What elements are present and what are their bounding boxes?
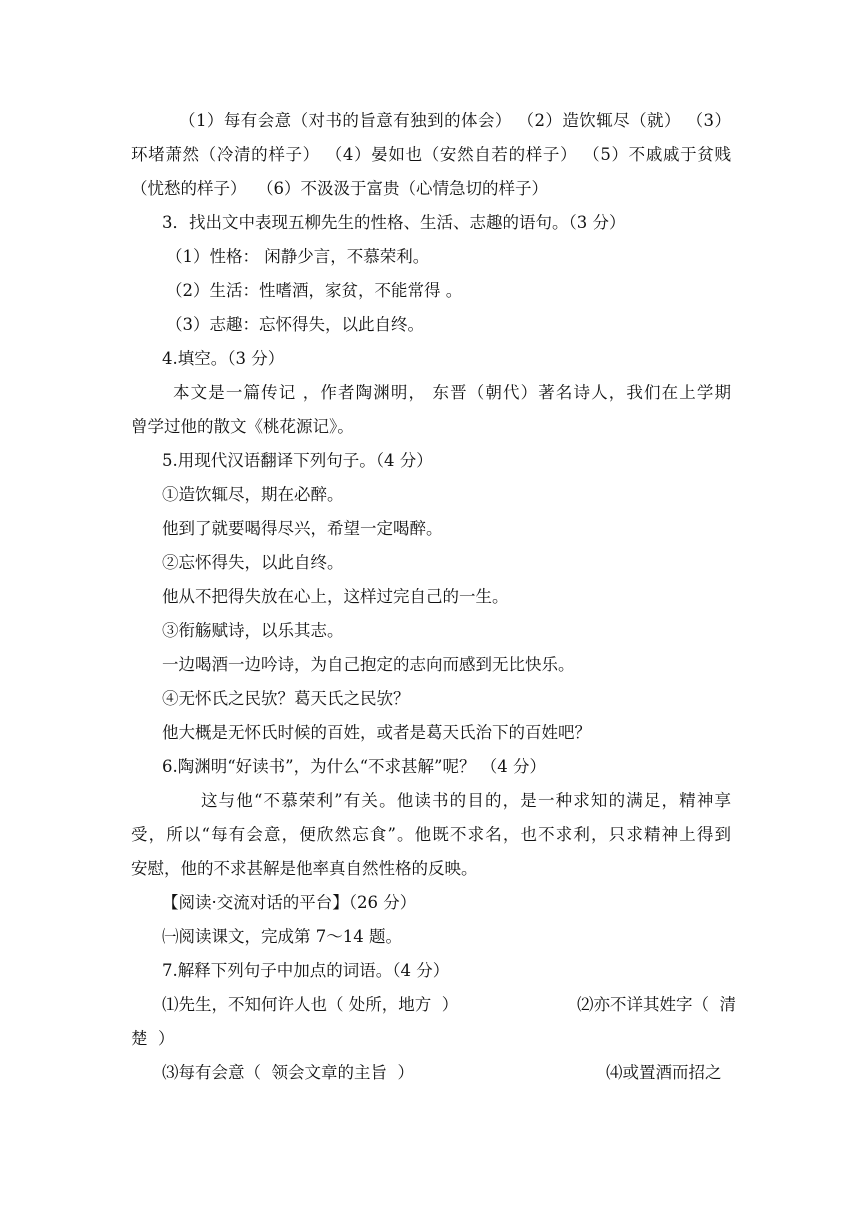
q2-answer-line-1: （1）每有会意（对书的旨意有独到的体会） （2）造饮辄尽（就） （3）: [179, 111, 731, 130]
q4-question: 4.填空。（3 分）: [162, 349, 285, 368]
q4-answer-line-1: 本文是一篇传记 ，作者陶渊明， 东晋（朝代）著名诗人，我们在上学期: [173, 383, 731, 402]
q5-sentence-4: ④无怀氏之民欤？葛天氏之民欤？: [162, 689, 410, 708]
q5-translation-1: 他到了就要喝得尽兴，希望一定喝醉。: [162, 519, 443, 538]
q3-answer-personality: （1）性格： 闲静少言，不慕荣利。: [166, 247, 430, 266]
q4-answer-line-2: 曾学过他的散文《桃花源记》。: [131, 417, 354, 436]
q2-answer-line-3: （忧愁的样子） （6）不汲汲于富贵（心情急切的样子）: [131, 179, 548, 198]
q5-translation-3: 一边喝酒一边吟诗，为自己抱定的志向而感到无比快乐。: [162, 655, 575, 674]
q5-question: 5.用现代汉语翻译下列句子。（4 分）: [162, 451, 433, 470]
q6-answer-line-3: 安慰，他的不求甚解是他率真自然性格的反映。: [131, 859, 478, 878]
q7-item-4: ⑷或置酒而招之: [606, 1063, 722, 1082]
q7-question: 7.解释下列句子中加点的词语。（4 分）: [162, 961, 450, 980]
q3-question: 3．找出文中表现五柳先生的性格、生活、志趣的语句。（3 分）: [162, 213, 626, 232]
q6-question: 6.陶渊明“好读书”，为什么“不求甚解”呢？ （4 分）: [162, 757, 546, 776]
q5-translation-2: 他从不把得失放在心上，这样过完自己的一生。: [162, 587, 509, 606]
section-intro: ㈠阅读课文，完成第 7～14 题。: [162, 927, 402, 946]
q3-answer-life: （2）生活：性嗜酒，家贫，不能常得 。: [166, 281, 463, 300]
q6-answer-line-1: 这与他“不慕荣利”有关。他读书的目的，是一种求知的满足，精神享: [201, 791, 731, 810]
q2-answer-line-2: 环堵萧然（冷清的样子） （4）晏如也（安然自若的样子） （5）不戚戚于贫贱: [131, 145, 731, 164]
q5-sentence-2: ②忘怀得失，以此自终。: [162, 553, 344, 572]
q5-sentence-1: ①造饮辄尽，期在必醉。: [162, 485, 344, 504]
q6-answer-line-2: 受，所以“每有会意，便欣然忘食”。他既不求名，也不求利，只求精神上得到: [131, 825, 731, 844]
q5-sentence-3: ③衔觞赋诗，以乐其志。: [162, 621, 344, 640]
q7-item-2-continued: 楚 ）: [131, 1029, 175, 1048]
q7-item-3: ⑶每有会意（ 领会文章的主旨 ）: [162, 1063, 414, 1082]
section-heading: 【阅读·交流对话的平台】（26 分）: [162, 893, 417, 912]
q3-answer-interest: （3）志趣：忘怀得失，以此自终。: [166, 315, 424, 334]
q7-item-1: ⑴先生，不知何许人也（ 处所，地方 ）: [162, 995, 459, 1014]
q7-item-2: ⑵亦不详其姓字（ 清: [577, 995, 736, 1014]
q5-translation-4: 他大概是无怀氏时候的百姓，或者是葛天氏治下的百姓吧？: [162, 723, 591, 742]
